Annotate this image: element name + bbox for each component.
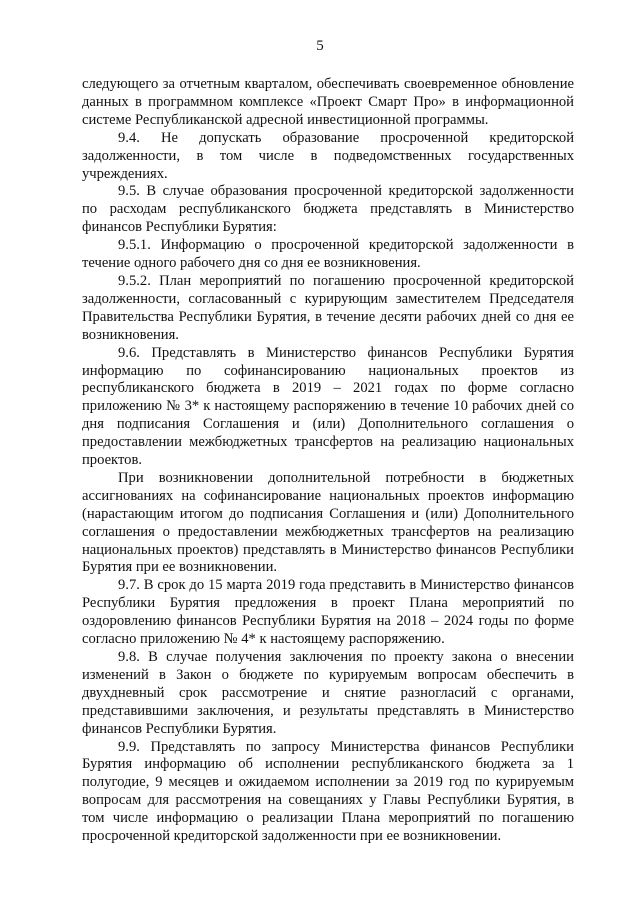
page-number: 5 [316, 38, 324, 54]
paragraph-9-5-2: 9.5.2. План мероприятий по погашению просроченной кредиторской задолженности, согласованный с курирующим заместителем Председателя Правительства Республики Бурятия, в течение десяти рабочих дней со дня ее возникновения. [82, 272, 574, 343]
paragraph-9-5: 9.5. В случае образования просроченной кредиторской задолженности по расходам республиканского бюджета представлять в Министерство финансов Республики Бурятия: [82, 183, 574, 236]
paragraph-9-4: 9.4. Не допускать образование просроченной кредиторской задолженности, в том числе в подведомственных государственных учреждениях. [82, 129, 574, 182]
paragraph-9-8: 9.8. В случае получения заключения по проекту закона о внесении изменений в Закон о бюджете по курируемым вопросам обеспечить в двухдневный срок рассмотрение и снятие разногласий с органами, представившими заключения, и результаты представлять в Министерство финансов Республики Бурятия. [82, 649, 574, 737]
document-body [82, 76, 574, 846]
paragraph-9-7: 9.7. В срок до 15 марта 2019 года представить в Министерство финансов Республики Бурятия предложения в проект Плана мероприятий по оздоровлению финансов Республики Бурятия на 2018 – 2024 годы по форме согласно приложению № 4* к настоящему распоряжению. [82, 577, 574, 648]
paragraph-9-6: 9.6. Представлять в Министерство финансов Республики Бурятия информацию по софинансированию национальных проектов из республиканского бюджета в 2019 – 2021 годах по форме согласно приложению № 3* к настоящему распоряжению в течение 10 рабочих дней со дня подписания Соглашения и (или) Дополнительного соглашения о предоставлении межбюджетных трансфертов на реализацию национальных проектов. [82, 344, 574, 469]
paragraph-9-5-1: 9.5.1. Информацию о просроченной кредиторской задолженности в течение одного рабочего дня со дня ее возникновения. [82, 237, 574, 272]
paragraph-9-6-additional: При возникновении дополнительной потребности в бюджетных ассигнованиях на софинансирование национальных проектов информацию (нарастающим итогом до подписания Соглашения и (или) Дополнительного соглашения о предоставлении межбюджетных трансфертов на реализацию национальных проектов) представлять в Министерство финансов Республики Бурятия при ее возникновении. [82, 469, 574, 576]
paragraph-continuation: следующего за отчетным кварталом, обеспечивать своевременное обновление данных в программном комплексе «Проект Смарт Про» в информационной системе Республиканской адресной инвестиционной программы. [82, 76, 574, 128]
paragraph-9-9: 9.9. Представлять по запросу Министерства финансов Республики Бурятия информацию об исполнении республиканского бюджета за 1 полугодие, 9 месяцев и ожидаемом исполнении за 2019 год по курируемым вопросам для рассмотрения на совещаниях у Главы Республики Бурятия, в том числе информацию о реализации Плана мероприятий по погашению просроченной кредиторской задолженности при ее возникновении. [82, 738, 574, 845]
